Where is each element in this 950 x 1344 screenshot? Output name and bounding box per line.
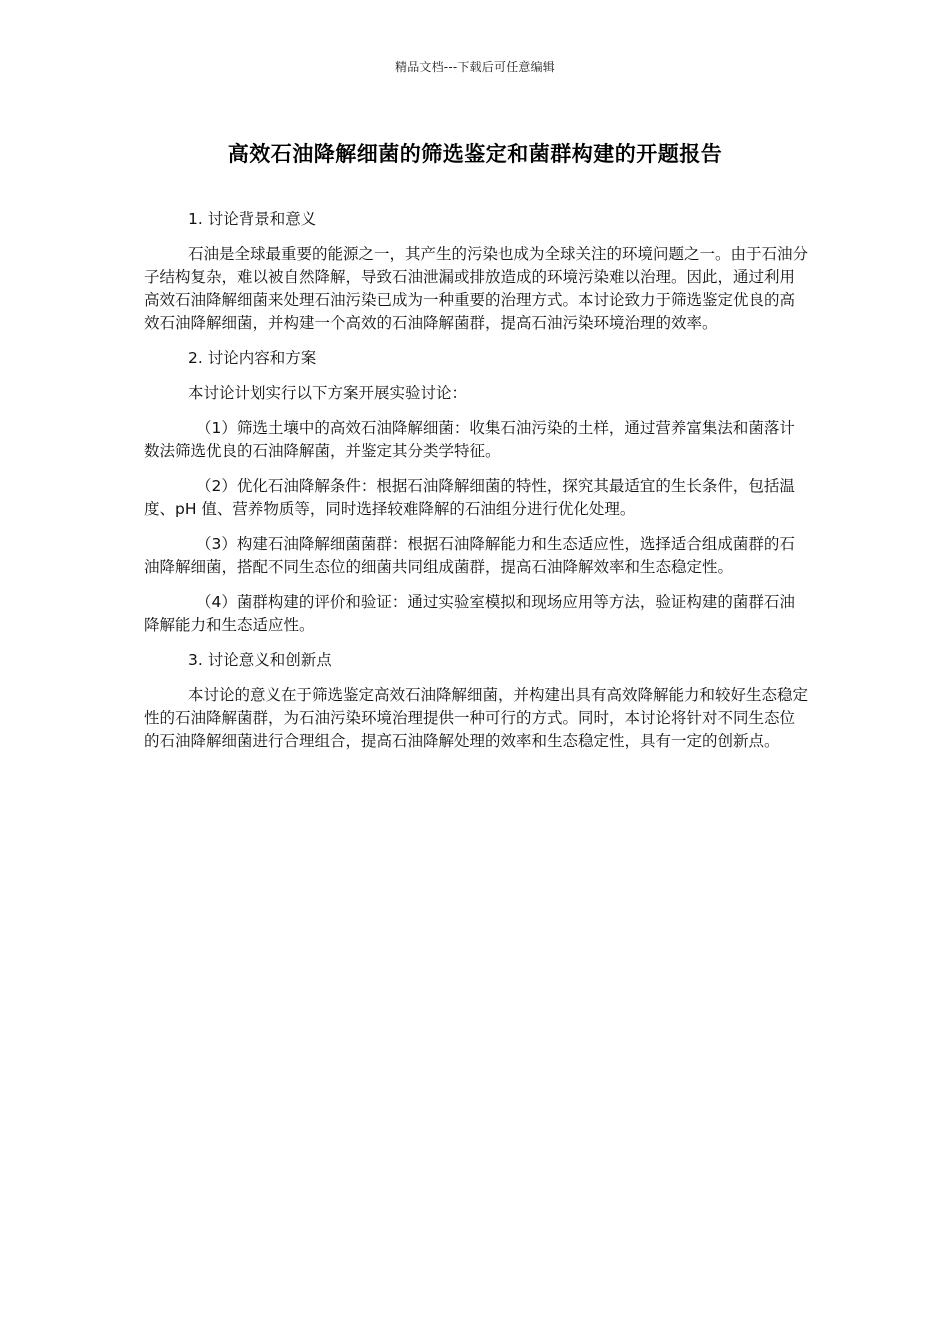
section-heading-significance: 3. 讨论意义和创新点 xyxy=(188,651,332,669)
paragraph-background: 石油是全球最重要的能源之一，其产生的污染也成为全球关注的环境问题之一。由于石油分子结构复杂，难以被自然降解，导致石油泄漏或排放造成的环境污染难以治理。因此，通过利用高效石油降解细菌来处理石油污染已成为一种重要的治理方式。本讨论致力于筛选鉴定优良的高效石油降解细菌，并构建一个高效的石油降解菌群，提高石油污染环境治理的效率。 xyxy=(144,245,809,332)
document-body xyxy=(144,208,808,765)
section-heading-background: 1. 讨论背景和意义 xyxy=(188,210,317,228)
header-note: 精品文档---下载后可任意编辑 xyxy=(395,60,555,74)
section-heading-plan: 2. 讨论内容和方案 xyxy=(188,349,317,367)
document-title: 高效石油降解细菌的筛选鉴定和菌群构建的开题报告 xyxy=(227,142,723,166)
plan-item-1: （1）筛选土壤中的高效石油降解细菌：收集石油污染的土样，通过营养富集法和菌落计数法筛选优良的石油降解菌，并鉴定其分类学特征。 xyxy=(144,419,795,460)
plan-item-4: （4）菌群构建的评价和验证：通过实验室模拟和现场应用等方法，验证构建的菌群石油降解能力和生态适应性。 xyxy=(144,593,795,634)
paragraph-plan-intro: 本讨论计划实行以下方案开展实验讨论： xyxy=(188,384,468,402)
paragraph-significance: 本讨论的意义在于筛选鉴定高效石油降解细菌，并构建出具有高效降解能力和较好生态稳定性的石油降解菌群，为石油污染环境治理提供一种可行的方式。同时，本讨论将针对不同生态位的石油降解细菌进行合理组合，提高石油降解处理的效率和生态稳定性，具有一定的创新点。 xyxy=(144,686,809,750)
plan-item-2: （2）优化石油降解条件：根据石油降解细菌的特性，探究其最适宜的生长条件，包括温度、pH 值、营养物质等，同时选择较难降解的石油组分进行优化处理。 xyxy=(144,477,795,518)
plan-item-3: （3）构建石油降解细菌菌群：根据石油降解能力和生态适应性，选择适合组成菌群的石油降解细菌，搭配不同生态位的细菌共同组成菌群，提高石油降解效率和生态稳定性。 xyxy=(144,535,795,576)
